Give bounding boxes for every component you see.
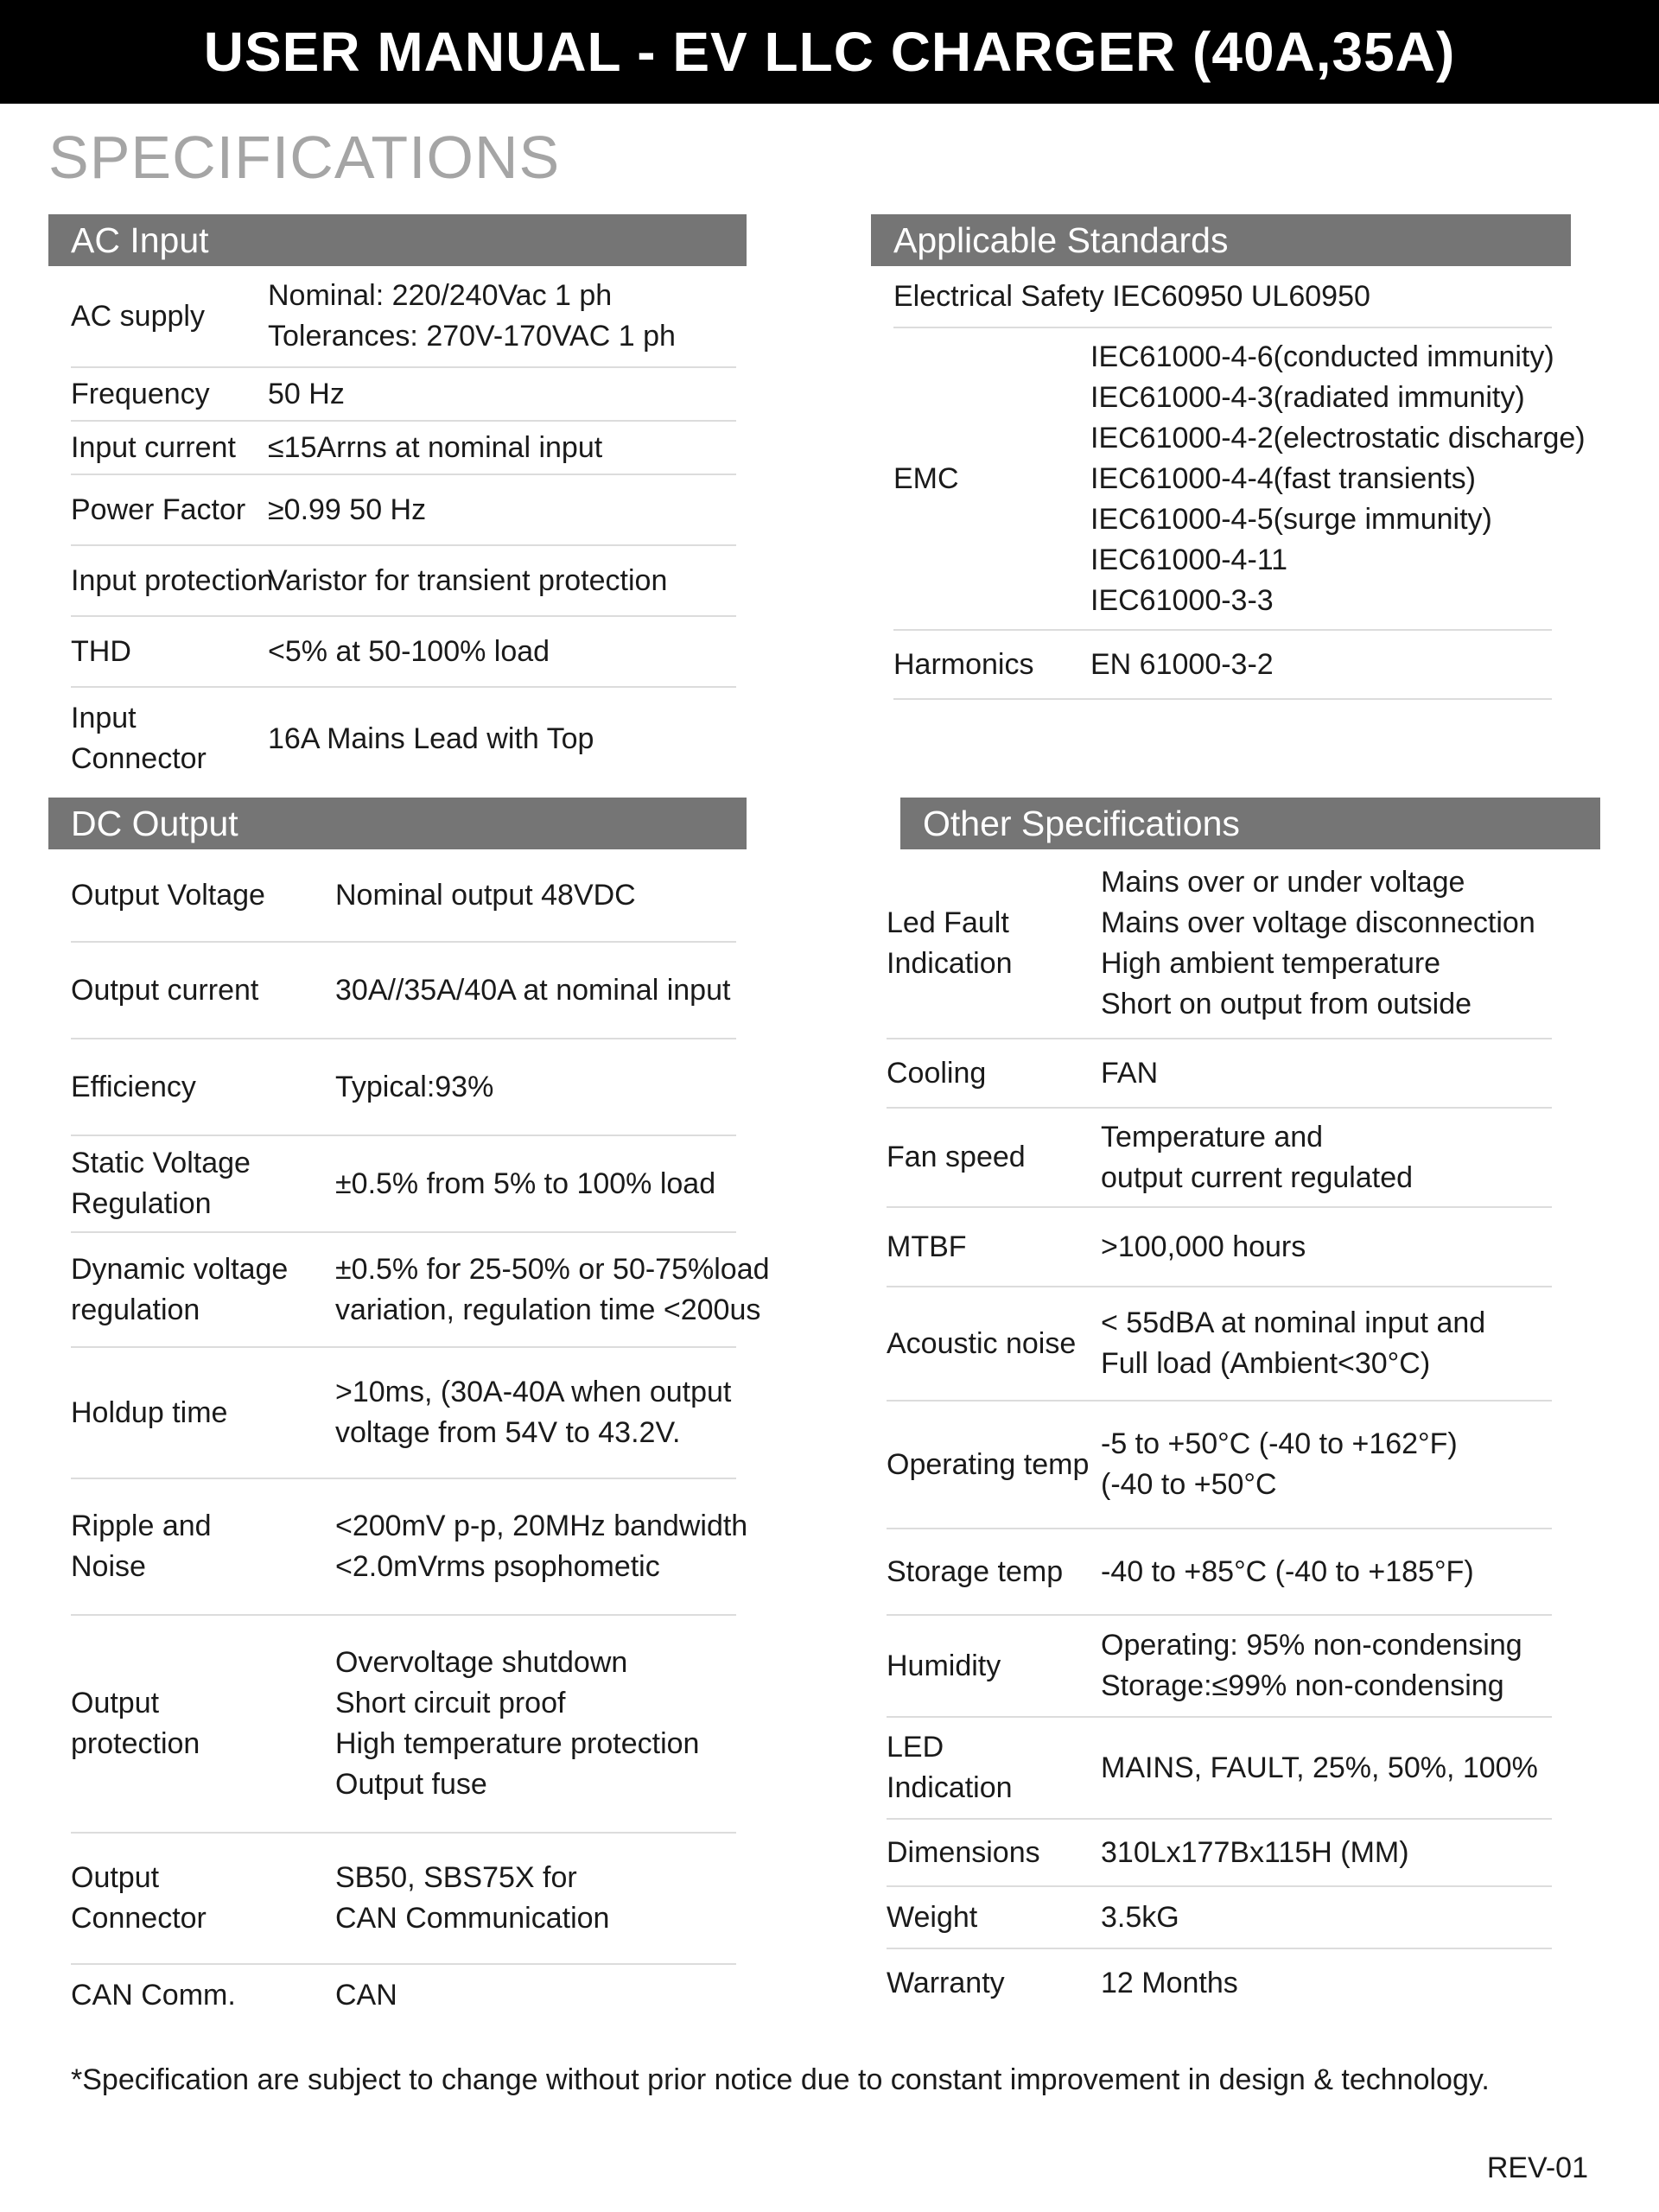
spec-label-line: Electrical Safety IEC60950 UL60950: [893, 279, 1370, 313]
spec-label: [71, 490, 268, 531]
standards-table: [893, 266, 1586, 700]
spec-row: [887, 1402, 1552, 1529]
spec-value-line: < 55dBA at nominal input and: [1101, 1306, 1486, 1339]
spec-row: [71, 943, 736, 1039]
spec-value-line: IEC61000-4-3(radiated immunity): [1090, 380, 1525, 414]
spec-row: [887, 1820, 1552, 1887]
spec-label-line: Input protection: [71, 563, 274, 597]
spec-value-line: High ambient temperature: [1101, 947, 1441, 980]
spec-value: [335, 1067, 736, 1108]
spec-label-line: Output: [71, 1861, 160, 1894]
spec-value: [1101, 1833, 1552, 1873]
spec-label: [887, 1646, 1101, 1687]
spec-label: [71, 1249, 335, 1331]
dc-output-table: [71, 849, 770, 2025]
spec-value-line: 16A Mains Lead with Top: [268, 721, 594, 755]
spec-value-line: Nominal: 220/240Vac 1 ph: [268, 279, 613, 312]
spec-label: [887, 1963, 1101, 2004]
spec-value-line: Tolerances: 270V-170VAC 1 ph: [268, 320, 676, 353]
spec-label: [887, 1445, 1101, 1485]
spec-label-line: Cooling: [887, 1056, 987, 1090]
footnote: *Specification are subject to change without prior notice due to constant improvement in design & technology.: [71, 2063, 1490, 2096]
spec-row: [71, 546, 736, 617]
spec-value-line: CAN: [335, 1978, 397, 2012]
spec-value: [335, 1249, 770, 1331]
spec-label-line: Output: [71, 1687, 160, 1719]
spec-value-line: Operating: 95% non-condensing: [1101, 1629, 1522, 1662]
spec-label-line: Noise: [71, 1550, 146, 1583]
spec-value: [335, 1164, 736, 1205]
spec-label: [71, 561, 274, 601]
spec-value-line: voltage from 54V to 43.2V.: [335, 1416, 681, 1449]
spec-value: [335, 1372, 736, 1453]
spec-label-line: Regulation: [71, 1187, 212, 1220]
spec-value: [268, 490, 736, 531]
spec-label: [893, 645, 1090, 685]
spec-label-line: Ripple and: [71, 1510, 212, 1542]
spec-value-line: EN 61000-3-2: [1090, 647, 1274, 681]
spec-label-line: Input current: [71, 430, 236, 464]
spec-row: [893, 328, 1586, 631]
spec-value: [1101, 1303, 1552, 1384]
spec-row: [71, 1616, 736, 1834]
spec-row: [887, 849, 1552, 1039]
spec-value: [335, 1975, 736, 2016]
spec-value-line: 12 Months: [1101, 1966, 1238, 1999]
spec-value-line: Nominal output 48VDC: [335, 878, 636, 912]
spec-label: [887, 1137, 1101, 1178]
spec-value-line: Mains over voltage disconnection: [1101, 906, 1535, 939]
spec-value-line: >100,000 hours: [1101, 1230, 1306, 1263]
spec-row: [71, 475, 736, 546]
spec-label: [71, 374, 268, 415]
spec-label: [893, 459, 1090, 499]
spec-value-line: IEC61000-4-6(conducted immunity): [1090, 340, 1554, 373]
spec-label: [887, 1053, 1101, 1094]
spec-value-line: ±0.5% from 5% to 100% load: [335, 1166, 716, 1200]
spec-label-line: Holdup time: [71, 1395, 228, 1429]
spec-value: [1101, 1897, 1552, 1938]
revision-label: REV-01: [1486, 2152, 1588, 2184]
spec-label-line: Indication: [887, 947, 1013, 980]
spec-label: [71, 875, 335, 916]
spec-value-line: IEC61000-3-3: [1090, 583, 1274, 617]
spec-label-line: Output current: [71, 973, 259, 1007]
spec-label-line: Harmonics: [893, 647, 1034, 681]
spec-label-line: Static Voltage: [71, 1147, 251, 1179]
spec-label-line: regulation: [71, 1293, 200, 1326]
spec-label: [71, 1506, 335, 1587]
spec-value-line: Short on output from outside: [1101, 988, 1472, 1020]
spec-value-line: -5 to +50°C (-40 to +162°F): [1101, 1427, 1458, 1460]
ac-input-table: [71, 266, 736, 790]
other-specs-table: [887, 849, 1552, 2017]
spec-value: [268, 374, 736, 415]
spec-label: [71, 698, 268, 779]
manual-title-banner: [0, 0, 1659, 104]
spec-value: [268, 561, 736, 601]
spec-label-line: Led Fault: [887, 906, 1009, 939]
other-specs-header: Other Specifications: [900, 798, 1600, 849]
spec-label: [887, 903, 1101, 984]
spec-label: [887, 1897, 1101, 1938]
spec-value-line: IEC61000-4-4(fast transients): [1090, 461, 1476, 495]
spec-value-line: 50 Hz: [268, 377, 345, 410]
spec-value: [1101, 1552, 1552, 1592]
spec-label-line: Dynamic voltage: [71, 1252, 289, 1286]
spec-row: [71, 1233, 770, 1348]
spec-row: [887, 1887, 1552, 1949]
standards-section: [871, 214, 1586, 700]
spec-value-line: <2.0mVrms psophometic: [335, 1550, 660, 1583]
spec-label: [893, 276, 1552, 317]
spec-value: [1101, 1117, 1552, 1198]
spec-label-line: CAN Comm.: [71, 1978, 236, 2012]
spec-value-line: <200mV p-p, 20MHz bandwidth: [335, 1510, 748, 1542]
spec-label: [887, 1552, 1101, 1592]
spec-value-line: IEC61000-4-2(electrostatic discharge): [1090, 421, 1586, 454]
spec-label: [887, 1227, 1101, 1268]
spec-label-line: EMC: [893, 461, 959, 495]
spec-value-line: 30A//35A/40A at nominal input: [335, 973, 731, 1007]
spec-label: [887, 1324, 1101, 1364]
spec-row: [71, 1965, 736, 2025]
spec-value-line: Output fuse: [335, 1768, 487, 1801]
spec-label-line: Humidity: [887, 1649, 1001, 1682]
spec-value-line: 3.5kG: [1101, 1900, 1179, 1934]
spec-label: [71, 1067, 335, 1108]
spec-row: [71, 688, 736, 790]
spec-value: [335, 1858, 736, 1939]
spec-value: [1101, 1963, 1552, 2004]
spec-value: [1090, 645, 1552, 685]
spec-value: [1101, 1424, 1552, 1505]
spec-label-line: Fan speed: [887, 1141, 1026, 1173]
spec-row: [887, 1287, 1552, 1402]
spec-label-line: Operating temp: [887, 1447, 1090, 1481]
spec-value-line: CAN Communication: [335, 1902, 610, 1935]
spec-label: [71, 632, 268, 672]
spec-label: [71, 1143, 335, 1224]
spec-value-line: ≥0.99 50 Hz: [268, 493, 427, 526]
spec-value-line: IEC61000-4-11: [1090, 543, 1288, 576]
spec-label-line: Indication: [887, 1771, 1013, 1804]
spec-label-line: Connector: [71, 742, 207, 775]
ac-input-section: [48, 214, 747, 790]
spec-row: [887, 1718, 1552, 1820]
spec-label: [71, 1683, 335, 1764]
spec-value-line: High temperature protection: [335, 1727, 700, 1760]
spec-row: [887, 1529, 1552, 1616]
ac-input-header: AC Input: [48, 214, 747, 266]
spec-value: [1101, 862, 1552, 1025]
spec-label: [887, 1727, 1101, 1808]
spec-value: [1101, 1748, 1552, 1789]
dc-output-section: [48, 798, 770, 2025]
spec-row: [893, 631, 1552, 700]
spec-label: [887, 1833, 1101, 1873]
spec-row: [71, 1834, 736, 1965]
spec-label: [71, 1393, 335, 1433]
spec-value-line: MAINS, FAULT, 25%, 50%, 100%: [1101, 1751, 1538, 1784]
spec-label-line: AC supply: [71, 299, 205, 333]
spec-value: [268, 428, 736, 468]
manual-title: USER MANUAL - EV LLC CHARGER (40A,35A): [203, 21, 1456, 83]
spec-label: [71, 296, 268, 337]
spec-value: [1101, 1053, 1552, 1094]
spec-value-line: variation, regulation time <200us: [335, 1293, 761, 1326]
spec-row: [887, 1949, 1552, 2017]
spec-value-line: Storage:≤99% non-condensing: [1101, 1669, 1504, 1702]
spec-row: [71, 1479, 748, 1616]
spec-row: [71, 1348, 736, 1479]
spec-value-line: <5% at 50-100% load: [268, 634, 550, 668]
spec-value: [268, 719, 736, 760]
spec-value: [335, 1506, 747, 1587]
spec-value: [335, 875, 736, 916]
spec-row: [71, 1136, 736, 1233]
spec-value-line: ±0.5% for 25-50% or 50-75%load: [335, 1252, 770, 1286]
spec-value: [1090, 337, 1586, 621]
spec-label-line: Acoustic noise: [887, 1326, 1077, 1360]
spec-label-line: Output Voltage: [71, 878, 265, 912]
spec-row: [71, 1039, 736, 1136]
spec-label-line: Dimensions: [887, 1835, 1040, 1869]
spec-value-line: -40 to +85°C (-40 to +185°F): [1101, 1554, 1474, 1588]
spec-row: [887, 1039, 1552, 1109]
spec-value-line: output current regulated: [1101, 1160, 1414, 1194]
spec-label: [71, 1975, 335, 2016]
spec-label-line: Frequency: [71, 377, 210, 410]
dc-output-header: DC Output: [48, 798, 747, 849]
other-specs-section: [887, 798, 1600, 2017]
spec-row: [71, 266, 736, 368]
spec-value-line: Overvoltage shutdown: [335, 1646, 628, 1679]
spec-label-line: Warranty: [887, 1966, 1005, 1999]
spec-row: [887, 1109, 1552, 1208]
spec-row: [71, 368, 736, 422]
spec-value-line: SB50, SBS75X for: [335, 1861, 577, 1894]
spec-value-line: ≤15Arrns at nominal input: [268, 430, 603, 464]
spec-value-line: >10ms, (30A-40A when output: [335, 1376, 732, 1408]
spec-value: [268, 276, 736, 357]
spec-label-line: Connector: [71, 1902, 207, 1935]
spec-value-line: Temperature and: [1101, 1120, 1324, 1154]
standards-header: Applicable Standards: [871, 214, 1571, 266]
spec-value-line: Short circuit proof: [335, 1687, 566, 1719]
spec-row: [71, 617, 736, 688]
spec-value-line: IEC61000-4-5(surge immunity): [1090, 502, 1492, 536]
spec-label: [71, 1858, 335, 1939]
spec-value-line: Varistor for transient protection: [268, 563, 668, 597]
spec-label-line: MTBF: [887, 1230, 967, 1263]
spec-label-line: Input: [71, 702, 137, 734]
spec-label: [71, 970, 335, 1011]
spec-row: [887, 1616, 1552, 1718]
spec-label-line: LED: [887, 1731, 944, 1764]
spec-label-line: Storage temp: [887, 1554, 1064, 1588]
spec-label-line: Power Factor: [71, 493, 246, 526]
spec-value-line: (-40 to +50°C: [1101, 1468, 1277, 1501]
spec-value-line: Full load (Ambient<30°C): [1101, 1347, 1431, 1380]
spec-row: [893, 266, 1552, 328]
spec-value-line: 310Lx177Bx115H (MM): [1101, 1835, 1409, 1869]
spec-value-line: FAN: [1101, 1056, 1159, 1090]
spec-label-line: Weight: [887, 1900, 978, 1934]
spec-value-line: Mains over or under voltage: [1101, 866, 1465, 899]
spec-value: [268, 632, 736, 672]
spec-row: [71, 849, 736, 943]
spec-label-line: Efficiency: [71, 1070, 196, 1103]
spec-value: [335, 970, 736, 1011]
spec-label-line: protection: [71, 1727, 200, 1760]
spec-row: [887, 1208, 1552, 1287]
spec-label: [71, 428, 268, 468]
spec-value: [1101, 1227, 1552, 1268]
spec-row: [71, 422, 736, 475]
spec-value: [335, 1643, 736, 1805]
spec-value-line: Typical:93%: [335, 1070, 494, 1103]
spec-label-line: THD: [71, 634, 131, 668]
page-title: SPECIFICATIONS: [48, 124, 561, 191]
spec-value: [1101, 1625, 1552, 1707]
